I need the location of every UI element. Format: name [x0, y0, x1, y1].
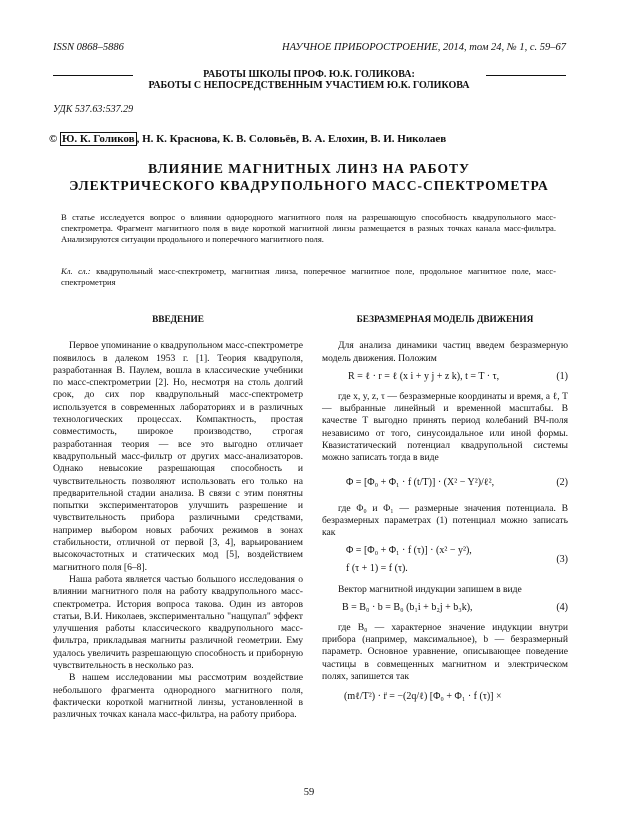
- title-line-1: ВЛИЯНИЕ МАГНИТНЫХ ЛИНЗ НА РАБОТУ: [148, 161, 470, 176]
- school-line-2: РАБОТЫ С НЕПОСРЕДСТВЕННЫМ УЧАСТИЕМ Ю.К. ГОЛИКОВА: [148, 80, 470, 91]
- keywords: [61, 266, 556, 288]
- model-column: [322, 314, 568, 713]
- equation-3-number: (3): [556, 553, 568, 565]
- intro-column: [53, 314, 303, 722]
- equation-2-number: (2): [556, 476, 568, 488]
- school-line-1: РАБОТЫ ШКОЛЫ ПРОФ. Ю.К. ГОЛИКОВА:: [203, 69, 415, 80]
- equation-4-row: [322, 599, 568, 619]
- author-first: Ю. К. Голиков: [61, 133, 135, 145]
- issn: ISSN 0868–5886: [53, 42, 124, 53]
- intro-paragraph-3: В нашем исследовании мы рассмотрим воздействие небольшого фрагмента однородного магнитного поля, фактически короткой магнитной линзы, установленной в различных точках канала масс-фильтра, на работу прибора.: [53, 672, 303, 721]
- authors-rest: , Н. К. Краснова, К. В. Соловьёв, В. А. Елохин, В. И. Николаев: [136, 133, 447, 145]
- keywords-text: квадрупольный масс-спектрометр, магнитная линза, поперечное магнитное поле, продольное магнитное поле, масс-спектрометрия: [61, 266, 556, 288]
- model-paragraph-3: где Φ₀ и Φ₁ — размерные значения потенциала. В безразмерных параметрах (1) потенциал можно записать как: [322, 502, 568, 539]
- intro-heading: ВВЕДЕНИЕ: [152, 315, 204, 325]
- article-title: [0, 160, 618, 194]
- model-heading: БЕЗРАЗМЕРНАЯ МОДЕЛЬ ДВИЖЕНИЯ: [356, 315, 534, 325]
- school-heading: [0, 69, 618, 91]
- equation-1-number: (1): [556, 370, 568, 382]
- equation-1: R = ℓ · r = ℓ (x i + y j + z k), t = T · τ,: [348, 370, 500, 382]
- journal-citation: НАУЧНОЕ ПРИБОРОСТРОЕНИЕ, 2014, том 24, № 1, с. 59–67: [282, 42, 566, 53]
- keywords-label: Кл. сл.:: [61, 266, 91, 276]
- copyright-sign: ©: [49, 133, 58, 145]
- equation-4: B = B₀ · b = B₀ (b₁i + b₂j + b₃k),: [342, 601, 473, 613]
- intro-paragraph-1: Первое упоминание о квадрупольном масс-спектрометре появилось в далеком 1953 г. [1]. Теория квадруполя, разработанная В. Паулем, вошла в классические учебники по масс-спектрометрии [2]. Но, несмотря на столь долгий срок, до сих пор квадрупольный масс-спектрометр используется в современных лабораториях и в различных технологических процессах. Компактность, простая совместимость, широкое производство, строгая разработанная теория — все это выгодно отличает квадрупольный масс-фильтр от других масс-анализаторов. Однако невысокие разрешающая способность и чувствительность позволяют использовать его только на предварительной стадии анализа. В связи с этим понятны попытки экспериментаторов улучшить разрешение и чувствительность прибора различными средствами, например выбором новых рабочих режимов в зонах стабильности, отличной от первой [3, 4], варьированием высокочастотных и статических мод [5], воздействием магнитного поля [6–8].: [53, 340, 303, 573]
- equation-3-row: [322, 543, 568, 581]
- equation-5: (mℓ/T²) · r̈ = −(2q/ℓ) [Φ₀ + Φ₁ · f (τ)] ×: [344, 691, 502, 703]
- equation-5-row: [322, 687, 568, 709]
- udk-code: УДК 537.63:537.29: [53, 104, 134, 115]
- equation-3a: Φ = [Φ₀ + Φ₁ · f (τ)] · (x² − y²),: [346, 544, 472, 556]
- equation-2: Φ = [Φ₀ + Φ₁ · f (t/T)] · (X² − Y²)/ℓ²,: [346, 476, 495, 488]
- model-paragraph-5: где B₀ — характерное значение индукции внутри прибора (например, максимальное), b — безразмерный параметр. Основное уравнение, описывающее поведение частицы в совмещенных магнитном и электрическом полях, запишется так: [322, 621, 568, 683]
- abstract: В статье исследуется вопрос о влиянии однородного магнитного поля на разрешающую способность квадрупольного масс-спектрометра. Фрагмент магнитного поля в виде короткой магнитной линзы размещается в разных точках канала масс-фильтра. Анализируются ситуации продольного и поперечного магнитного поля.: [61, 212, 556, 245]
- intro-paragraph-2: Наша работа является частью большого исследования о влиянии магнитного поля на работу квадрупольного масс-спектрометра. История вопроса такова. Один из авторов статьи, В.И. Николаев, экспериментально "нащупал" эффект улучшения работы классического квадрупольного масс-фильтра, прикладывая магниты различной геометрии. Ему удалось увеличить разрешающую способность и приборную чувствительность в несколько раз.: [53, 573, 303, 672]
- model-paragraph-2: где x, y, z, τ — безразмерные координаты и время, а ℓ, T — выбранные линейный и временной масштабы. В качестве T выгодно принять период колебаний ВЧ-поля независимо от того, синусоидальное или иной формы. Квазистатический потенциал квадрупольной системы можно записать тогда в виде: [322, 390, 568, 464]
- authors: [49, 133, 446, 145]
- equation-3b: f (τ + 1) = f (τ).: [346, 562, 408, 574]
- model-paragraph-4: Вектор магнитной индукции запишем в виде: [338, 583, 522, 595]
- equation-2-row: [322, 469, 568, 499]
- title-line-2: ЭЛЕКТРИЧЕСКОГО КВАДРУПОЛЬНОГО МАСС-СПЕКТРОМЕТРА: [69, 178, 549, 193]
- page-number: 59: [303, 787, 315, 798]
- equation-4-number: (4): [556, 601, 568, 613]
- model-paragraph-1: Для анализа динамики частиц введем безразмерную модель движения. Положим: [322, 340, 568, 364]
- equation-1-row: [322, 368, 568, 388]
